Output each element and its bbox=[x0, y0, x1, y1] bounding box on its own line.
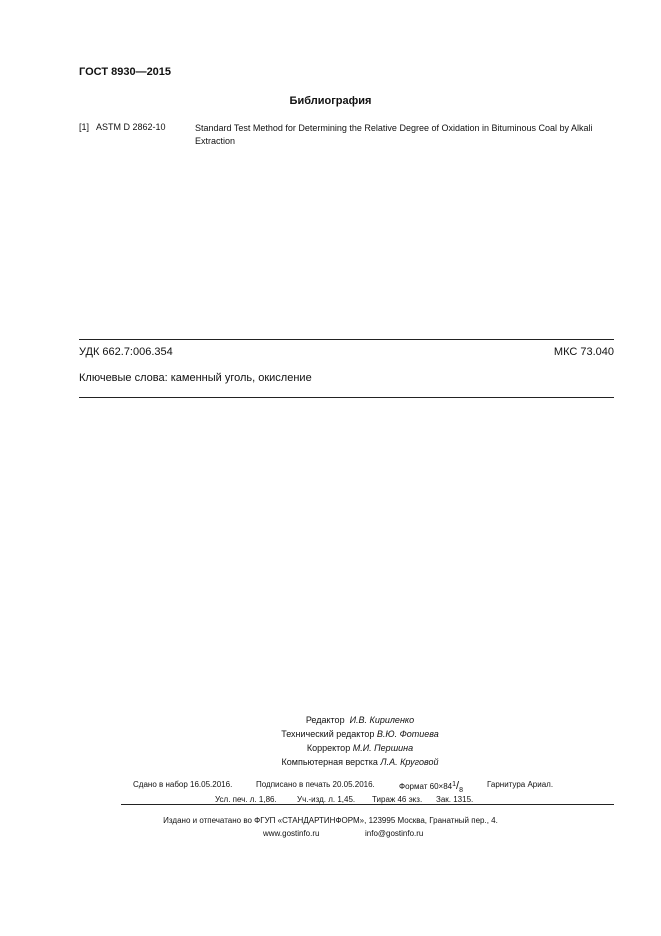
divider-bottom bbox=[79, 397, 614, 398]
credit-name: И.В. Кириленко bbox=[349, 715, 415, 725]
udk-code: УДК 662.7:006.354 bbox=[79, 346, 173, 358]
signed-date: Подписано в печать 20.05.2016. bbox=[256, 780, 375, 789]
mks-code: МКС 73.040 bbox=[553, 346, 614, 358]
credit-role: Компьютерная верстка bbox=[281, 757, 378, 767]
credit-name: М.И. Першина bbox=[352, 743, 414, 753]
keywords: Ключевые слова: каменный уголь, окисление bbox=[79, 372, 312, 384]
format-label: Формат 60×84 bbox=[399, 782, 453, 791]
email-link[interactable]: info@gostinfo.ru bbox=[365, 829, 424, 838]
publisher-info: Издано и отпечатано во ФГУП «СТАНДАРТИНФОРМ», 123995 Москва, Гранатный пер., 4. bbox=[163, 816, 498, 825]
credit-line bbox=[200, 729, 520, 739]
credit-line bbox=[200, 743, 520, 753]
edit-sheets: Уч.-изд. л. 1,45. bbox=[297, 795, 356, 804]
ref-title: Standard Test Method for Determining the Relative Degree of Oxidation in Bituminous Coal by Alkali Extraction bbox=[195, 123, 593, 146]
credit-line bbox=[200, 757, 520, 767]
credit-role: Технический редактор bbox=[281, 729, 375, 739]
submitted-date: Сдано в набор 16.05.2016. bbox=[133, 780, 233, 789]
divider-footer bbox=[121, 804, 614, 805]
credit-name: В.Ю. Фотиева bbox=[376, 729, 439, 739]
divider-top bbox=[79, 339, 614, 340]
website-link[interactable]: www.gostinfo.ru bbox=[263, 829, 320, 838]
format-numerator: 1 bbox=[452, 781, 457, 788]
typeface: Гарнитура Ариал. bbox=[487, 780, 554, 789]
ref-code: ASTM D 2862-10 bbox=[96, 122, 166, 132]
paper-format: Формат 60×841/8 bbox=[399, 780, 463, 794]
credit-name: Л.А. Круговой bbox=[380, 757, 439, 767]
bibliography-title: Библиография bbox=[289, 95, 372, 107]
standard-header: ГОСТ 8930—2015 bbox=[79, 66, 172, 78]
format-denominator: 8 bbox=[459, 787, 463, 794]
order-number: Зак. 1315. bbox=[436, 795, 474, 804]
ref-number: [1] bbox=[79, 122, 90, 132]
credit-role: Редактор bbox=[305, 715, 345, 725]
credit-role: Корректор bbox=[306, 743, 351, 753]
circulation: Тираж 46 экз. bbox=[372, 795, 423, 804]
credit-line bbox=[200, 715, 520, 725]
print-sheets: Усл. печ. л. 1,86. bbox=[215, 795, 277, 804]
